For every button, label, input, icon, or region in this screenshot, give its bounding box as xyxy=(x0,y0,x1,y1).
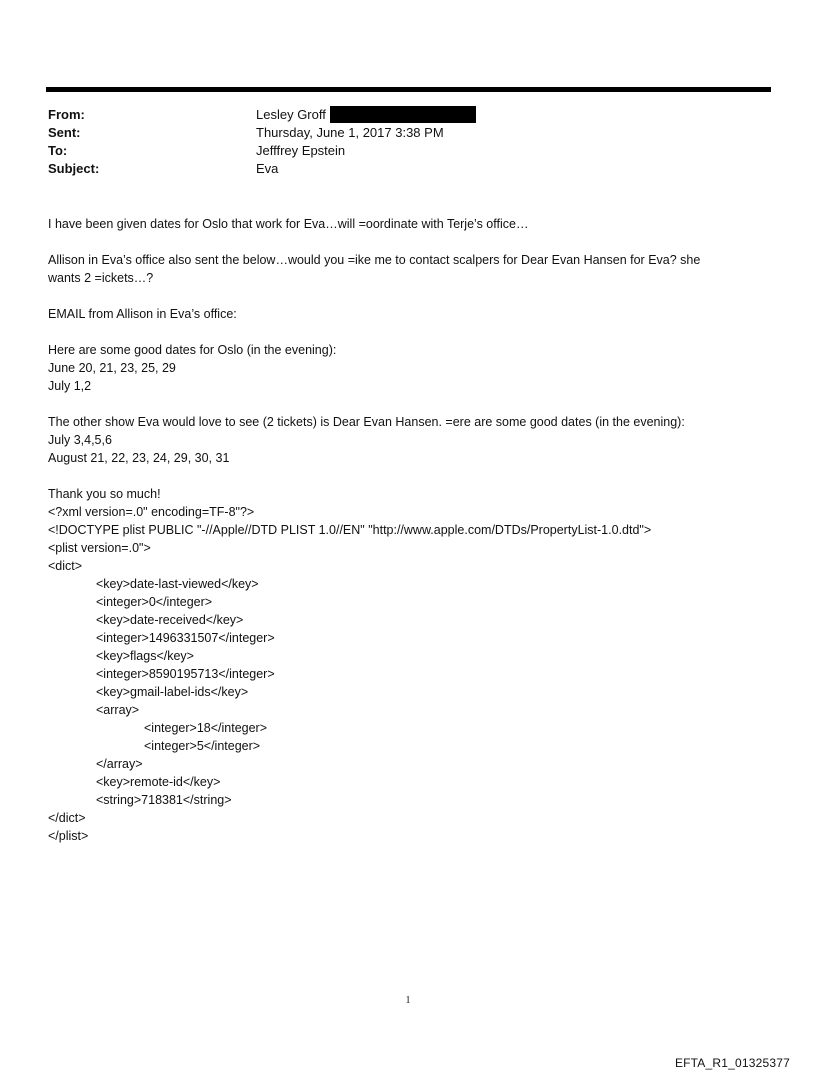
plist-line: <?xml version=.0" encoding=TF-8"?> xyxy=(48,505,255,519)
plist-line: <key>date-last-viewed</key> xyxy=(96,577,259,591)
plist-line: <key>remote-id</key> xyxy=(96,775,221,789)
plist-line: <integer>0</integer> xyxy=(96,595,213,609)
email-body xyxy=(48,215,768,845)
body-paragraph: Allison in Eva’s office also sent the below…would you =ike me to contact scalpers for Dear Evan Hansen for Eva? she xyxy=(48,253,701,267)
plist-line: </array> xyxy=(96,757,143,771)
sent-row xyxy=(48,124,476,142)
redaction-bar xyxy=(330,106,476,123)
from-value xyxy=(256,106,476,124)
plist-line: <key>date-received</key> xyxy=(96,613,244,627)
sender-name: Lesley Groff xyxy=(256,107,326,122)
body-paragraph: The other show Eva would love to see (2 tickets) is Dear Evan Hansen. =ere are some good dates (in the evening): xyxy=(48,415,685,429)
plist-line: <integer>18</integer> xyxy=(144,721,268,735)
plist-line: <key>flags</key> xyxy=(96,649,194,663)
body-paragraph: I have been given dates for Oslo that work for Eva…will =oordinate with Terje’s office… xyxy=(48,217,529,231)
body-paragraph: July 3,4,5,6 xyxy=(48,433,112,447)
subject-value: Eva xyxy=(256,161,279,176)
plist-line: </dict> xyxy=(48,811,86,825)
body-paragraph: Thank you so much! xyxy=(48,487,161,501)
plist-line: <!DOCTYPE plist PUBLIC "-//Apple//DTD PLIST 1.0//EN" "http://www.apple.com/DTDs/PropertyList-1.0.dtd"> xyxy=(48,523,652,537)
plist-line: <integer>1496331507</integer> xyxy=(96,631,275,645)
page-number: 1 xyxy=(405,995,411,1006)
body-paragraph: wants 2 =ickets…? xyxy=(48,271,154,285)
sent-label: Sent: xyxy=(48,125,81,140)
to-label: To: xyxy=(48,143,68,158)
body-paragraph: Here are some good dates for Oslo (in the evening): xyxy=(48,343,337,357)
body-paragraph: July 1,2 xyxy=(48,379,92,393)
sent-value: Thursday, June 1, 2017 3:38 PM xyxy=(256,125,444,140)
plist-line: <key>gmail-label-ids</key> xyxy=(96,685,249,699)
body-paragraph: EMAIL from Allison in Eva’s office: xyxy=(48,307,237,321)
plist-line: <integer>5</integer> xyxy=(144,739,261,753)
to-value: Jefffrey Epstein xyxy=(256,143,346,158)
subject-row xyxy=(48,160,476,178)
plist-line: <dict> xyxy=(48,559,83,573)
plist-line: <array> xyxy=(96,703,140,717)
plist-line: </plist> xyxy=(48,829,89,843)
body-paragraph: August 21, 22, 23, 24, 29, 30, 31 xyxy=(48,451,230,465)
header-rule xyxy=(46,87,771,92)
plist-line: <string>718381</string> xyxy=(96,793,232,807)
plist-line: <plist version=.0"> xyxy=(48,541,151,555)
from-row xyxy=(48,106,476,124)
plist-line: <integer>8590195713</integer> xyxy=(96,667,275,681)
from-label: From: xyxy=(48,107,85,122)
plist-block xyxy=(48,503,768,845)
to-row xyxy=(48,142,476,160)
subject-label: Subject: xyxy=(48,161,100,176)
body-paragraph: June 20, 21, 23, 25, 29 xyxy=(48,361,176,375)
document-id: EFTA_R1_01325377 xyxy=(674,1056,790,1070)
email-header xyxy=(48,106,476,178)
